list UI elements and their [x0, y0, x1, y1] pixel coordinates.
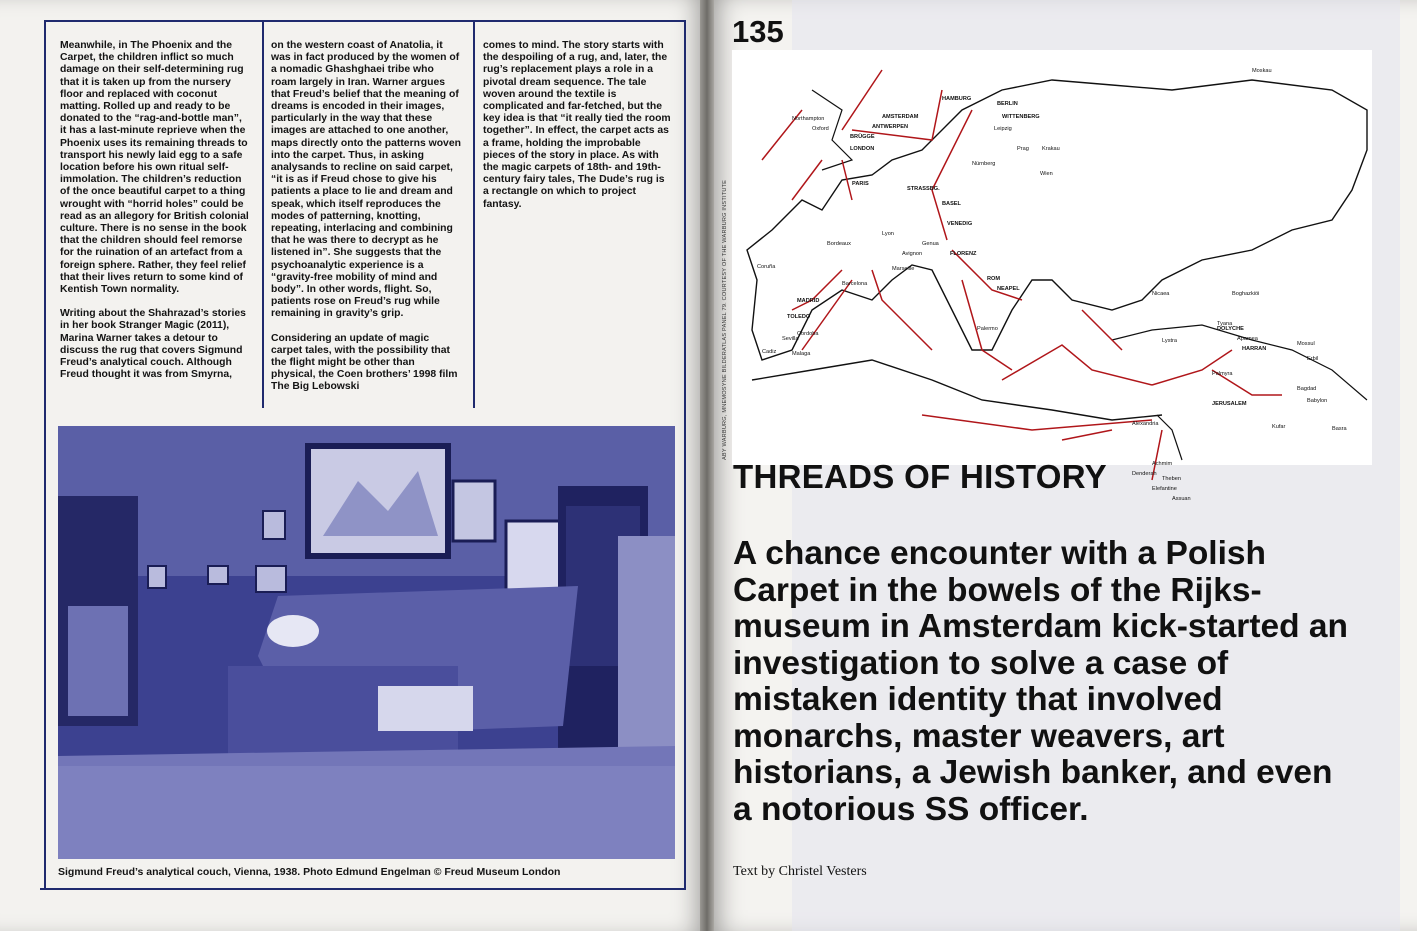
- column-rule: [473, 20, 475, 408]
- map-label: Bordeaux: [827, 241, 851, 247]
- map-label: Babylon: [1307, 398, 1328, 404]
- map-label: Nicaea: [1152, 291, 1170, 297]
- map-label: Genua: [922, 241, 939, 247]
- map-label: BRÜGGE: [850, 134, 875, 140]
- map-label: Nürnberg: [972, 161, 996, 167]
- map-label: Avignon: [902, 251, 923, 257]
- map-label: MADRID: [797, 298, 820, 304]
- lead-paragraph: A chance encounter with a Polish Carpet in the bowels of the Rijks-museum in Amsterdam kick-started an investigation to solve a case of mistaken identity that involved monarchs, master weavers, art historians, a Jewish banker, and even a notorious SS officer.: [733, 535, 1348, 828]
- map-label: Mossul: [1297, 341, 1315, 347]
- map-label: Lyon: [882, 231, 894, 237]
- map-label: Alexandria: [1132, 421, 1159, 427]
- map-label: Assuan: [1172, 496, 1191, 502]
- map-label: Achmim: [1152, 461, 1173, 467]
- photo-caption: Sigmund Freud’s analytical couch, Vienna, 1938. Photo Edmund Engelman © Freud Museum London: [58, 866, 561, 878]
- map-label: NEAPEL: [997, 286, 1020, 292]
- map-label: PARIS: [852, 181, 869, 187]
- map-label: VENEDIG: [947, 221, 973, 227]
- map-label: Moskau: [1252, 68, 1272, 74]
- map-label: Bagdad: [1297, 386, 1317, 392]
- map-label: Cadiz: [762, 349, 777, 355]
- paragraph: comes to mind. The story starts with the despoiling of a rug, and, later, the rug’s replacement plays a role in a pivotal dream sequence. The tale woven around the textile is complicated and far-fetched, but the key idea is that “it really tied the room together”. In effect, the carpet acts as a frame, holding the improbable pieces of the story in place. As with the magic carpets of 18th- and 19th-century fairy tales, The Dude’s rug is a rectangle on which to project fantasy.: [483, 40, 671, 210]
- map-label: FLORENZ: [950, 251, 977, 257]
- map-label: Erbil: [1307, 356, 1319, 362]
- map-label: Prag: [1017, 146, 1029, 152]
- paragraph: Considering an update of magic carpet tales, with the possibility that the flight might be other than physical, the Coen brothers’ 1998 film The Big Lebowski: [271, 332, 458, 393]
- map-label: HAMBURG: [942, 96, 972, 102]
- map-label: Elefantine: [1152, 486, 1177, 492]
- map-label: Boghazkiöi: [1232, 291, 1260, 297]
- frame-rule-bottom: [40, 888, 686, 890]
- map-label: Leipzig: [994, 126, 1012, 132]
- column-rule: [262, 20, 264, 408]
- page-number: 135: [732, 14, 784, 49]
- map-label: Malaga: [792, 351, 811, 357]
- side-credit: ABY WARBURG, MNEMOSYNE BILDERATLAS PANEL 79. COURTESY OF THE WARBURG INSTITUTE: [722, 179, 728, 460]
- book-gutter: [700, 0, 714, 931]
- map-label: Basra: [1332, 426, 1347, 432]
- map-label: ROM: [987, 276, 1001, 282]
- map-label: Cordoba: [797, 331, 819, 337]
- map-label: BASEL: [942, 201, 961, 207]
- section-title: THREADS OF HISTORY: [733, 458, 1107, 495]
- map-label: Northampton: [792, 116, 825, 122]
- text-column-2: [271, 40, 461, 406]
- map-label: AMSTERDAM: [882, 114, 919, 120]
- map-label: HARRAN: [1242, 346, 1267, 352]
- map-label: Lystra: [1162, 338, 1178, 344]
- map-label: BERLIN: [997, 101, 1018, 107]
- paragraph: on the western coast of Anatolia, it was in fact produced by the women of a nomadic Ghashghaei tribe who roam largely in Iran. Warner argues that Freud’s belief that the meaning of dreams is encoded in their images, particularly in the way that these images are attached to one another, maps directly onto the patterns woven into the carpet. Thus, in asking analysands to recline on said carpet, “it is as if Freud chose to give his patients a place to lie and dream and speak, which itself reproduces the modes of patterning, knotting, repeating, interlacing and combining that he was there to decrypt as he listened in”. She suggests that the psychoanalytic experience is a “gravity-free mobility of mind and body”. In other words, flight. So, patients rose on Freud’s rug while remaining in gravity’s grip.: [271, 40, 461, 320]
- map-label: Coruña: [757, 264, 776, 270]
- map-label: Apamea: [1237, 336, 1258, 342]
- map-label: Oxford: [812, 126, 829, 132]
- map-label: WITTENBERG: [1002, 114, 1040, 120]
- map-label: Kufar: [1272, 424, 1286, 430]
- frame-rule-top: [44, 20, 684, 22]
- text-column-1: [60, 40, 250, 393]
- map-label: STRASSBG.: [907, 186, 940, 192]
- left-page: [0, 0, 705, 931]
- frame-rule-right: [684, 20, 686, 890]
- map-label: LONDON: [850, 146, 875, 152]
- map-label: JERUSALEM: [1212, 401, 1247, 407]
- map-label: Palmyra: [1212, 371, 1233, 377]
- map-label: Sevilla: [782, 336, 799, 342]
- byline: Text by Christel Vesters: [733, 864, 867, 879]
- map-label: ANTWERPEN: [872, 124, 909, 130]
- map-label: Barcelona: [842, 281, 868, 287]
- frame-rule-left: [44, 20, 46, 890]
- paragraph: Writing about the Shahrazad’s stories in her book Stranger Magic (2011), Marina Warner takes a detour to discuss the rug that covers Sigmund Freud’s analytical couch. Although Freud thought it was from Smyrna,: [60, 308, 246, 381]
- map-label: DOLYCHE: [1217, 326, 1244, 332]
- map-label: Palermo: [977, 326, 998, 332]
- text-column-3: [483, 40, 673, 223]
- map-label: Marseille: [892, 266, 915, 272]
- map-label: Tyana: [1217, 321, 1233, 327]
- paragraph: Meanwhile, in The Phoenix and the Carpet, the children inflict so much damage on their self-determining rug that it is taken up from the nursery floor and replaced with coconut matting. Rolled up and ready to be donated to the “rag-and-bottle man”, it has a last-minute reprieve when the Phoenix uses its remaining threads to transport his newly laid egg to a safe location before his own ritual self-immolation. The children’s reduction of the once beautiful carpet to a thing wrought with “horrid holes” could be read as an allegory for British colonial culture. There is no sense in the book that the children should feel remorse for the ruination of an artefact from a foreign sphere. Rather, they feel relief that their lives return to some kind of Kentish Town normality.: [60, 40, 249, 296]
- freud-couch-photo: [58, 426, 675, 859]
- map-label: TOLEDO: [787, 314, 811, 320]
- map-label: Theben: [1162, 476, 1181, 482]
- map-label: Denderah: [1132, 471, 1157, 477]
- map-label: Krakau: [1042, 146, 1060, 152]
- map-label: Wien: [1040, 171, 1053, 177]
